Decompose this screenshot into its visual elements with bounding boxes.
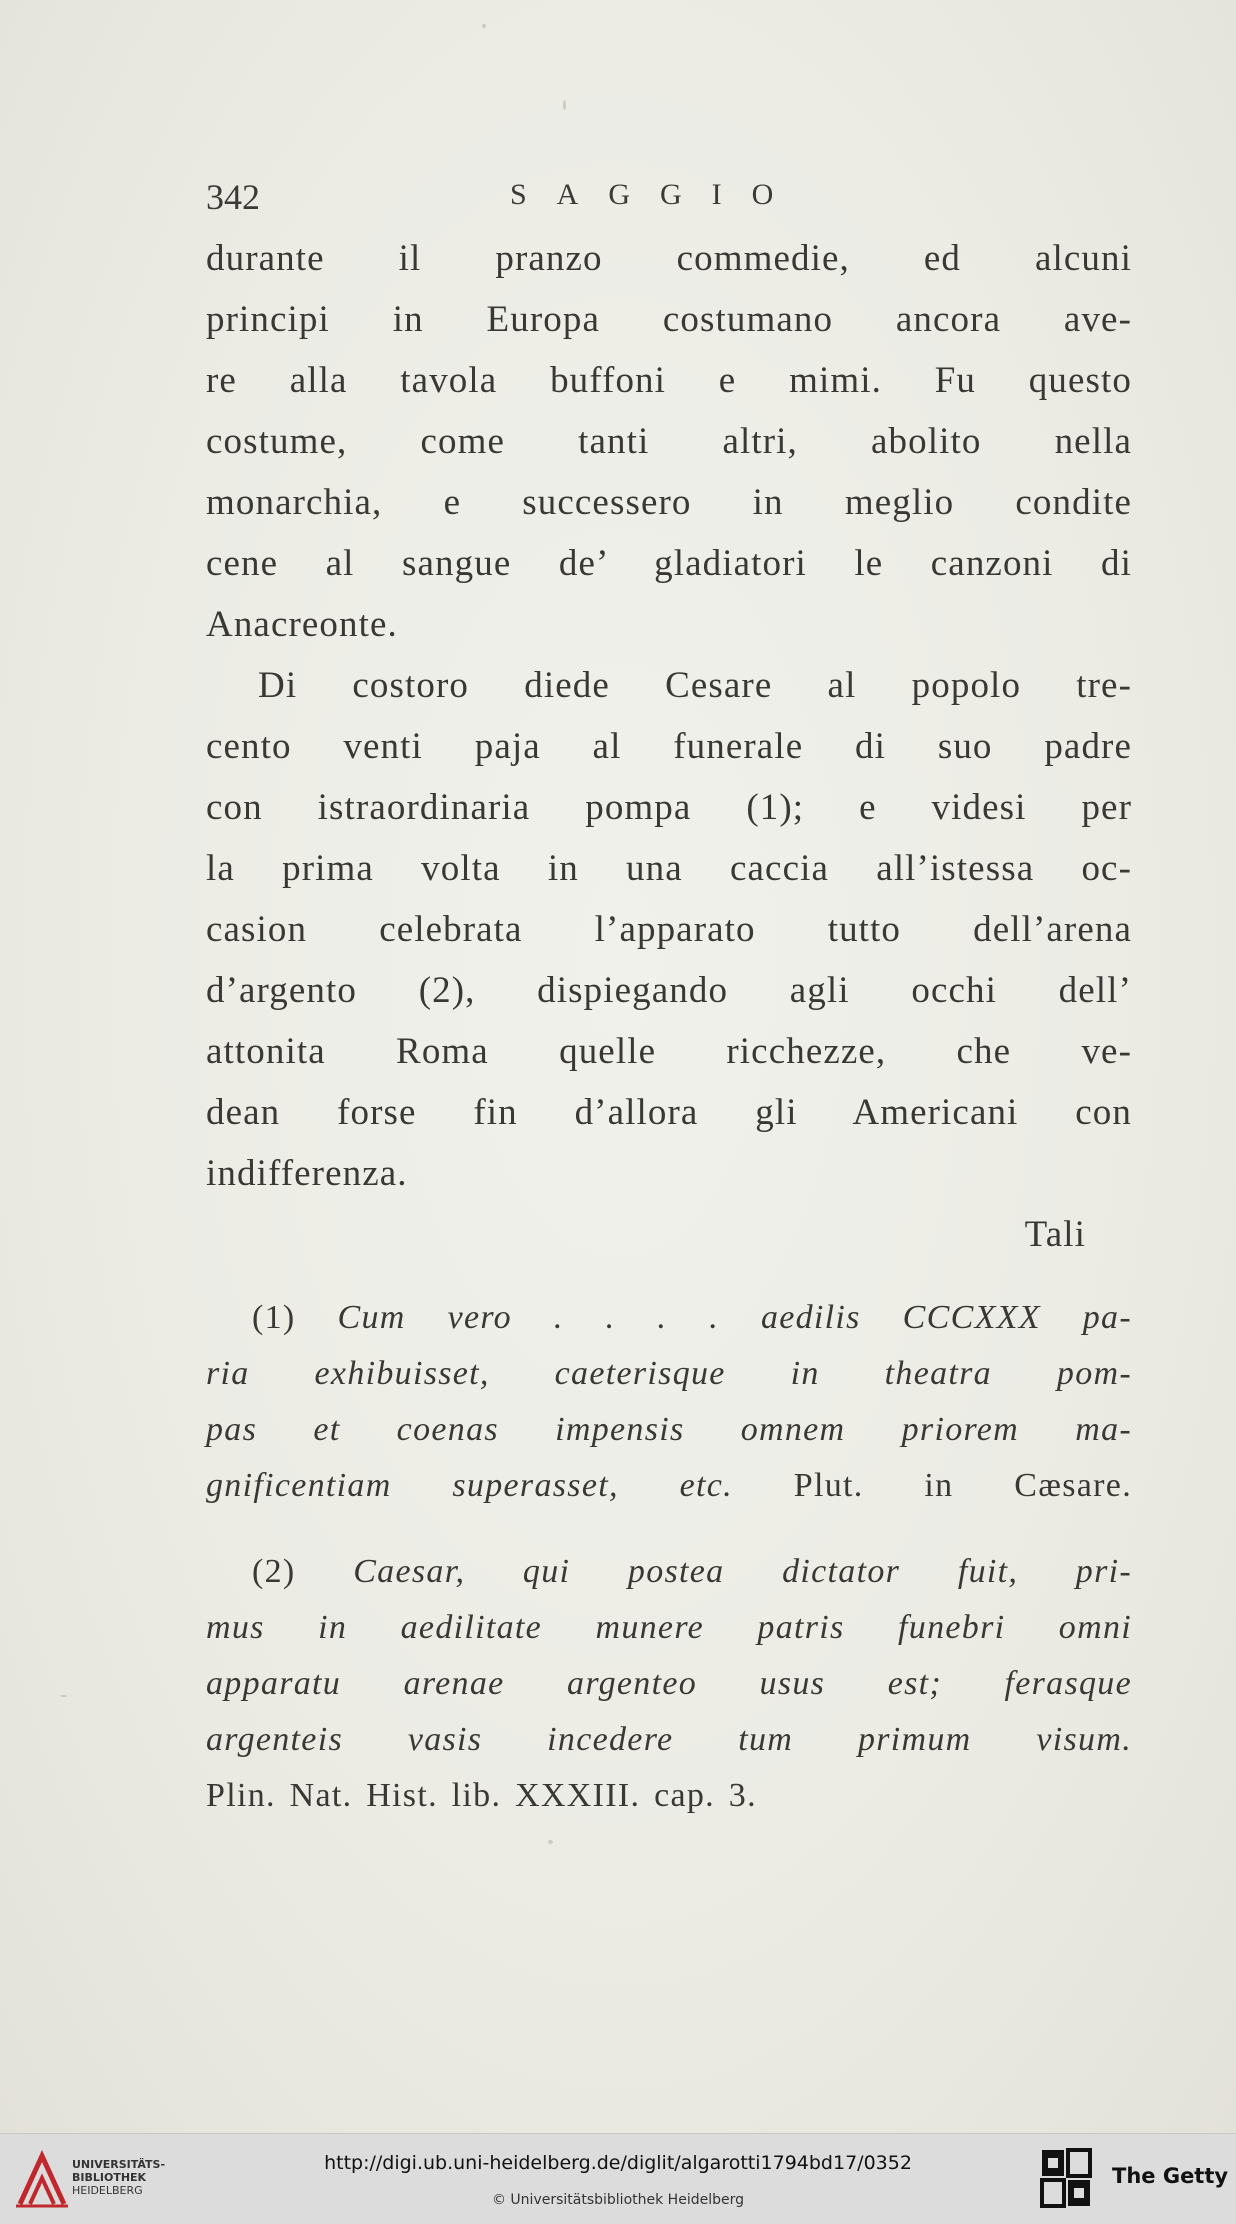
page-number: 342 <box>206 177 260 217</box>
footnote-1-citation: Plut. in Cæsare. <box>793 1467 1132 1504</box>
footnote-2-line: mus in aedilitate munere patris funebri omni <box>206 1609 1132 1646</box>
text-line: con istraordinaria pompa (1); e videsi per <box>206 787 1132 828</box>
text-line: Di costoro diede Cesare al popolo tre- <box>258 665 1132 706</box>
text-line: dean forse fin d’allora gli Americani con <box>206 1092 1132 1133</box>
text-line: attonita Roma quelle ricchezze, che ve- <box>206 1031 1132 1072</box>
library-name-line: UNIVERSITÄTS- <box>72 2158 166 2171</box>
text-line: cene al sangue de’ gladiatori le canzoni di <box>206 543 1132 584</box>
main-text <box>206 228 1132 1265</box>
paper-speck <box>563 100 566 110</box>
permalink-url[interactable]: http://digi.ub.uni-heidelberg.de/diglit/algarotti1794bd17/0352 <box>324 2152 912 2174</box>
text-line: durante il pranzo commedie, ed alcuni <box>206 238 1132 279</box>
footnote-2-citation: Plin. Nat. Hist. lib. XXXIII. cap. 3. <box>206 1777 757 1814</box>
text-line: principi in Europa costumano ancora ave- <box>206 299 1132 340</box>
paper-speck <box>60 1695 67 1697</box>
footnote-2-line: argenteis vasis incedere tum primum visum. <box>206 1721 1132 1758</box>
text-line: costume, come tanti altri, abolito nella <box>206 421 1132 462</box>
text-line: monarchia, e successero in meglio condite <box>206 482 1132 523</box>
footnote-1-text: gnificentiam superasset, etc. <box>206 1467 733 1504</box>
library-name-line: HEIDELBERG <box>72 2184 143 2197</box>
footnote-1-line <box>206 1458 1132 1514</box>
text-line: cento venti paja al funerale di suo padre <box>206 726 1132 767</box>
footnotes <box>206 1290 1132 1824</box>
text-line: casion celebrata l’apparato tutto dell’arena <box>206 909 1132 950</box>
text-line: la prima volta in una caccia all’istessa oc- <box>206 848 1132 889</box>
catchword: Tali <box>1024 1214 1086 1255</box>
running-head <box>206 176 1146 226</box>
running-head-title: SAGGIO <box>510 178 804 211</box>
footnote-1-marker: (1) <box>252 1299 296 1336</box>
library-name-line: BIBLIOTHEK <box>72 2171 147 2184</box>
footnote-1-line <box>206 1290 1132 1346</box>
text-line: d’argento (2), dispiegando agli occhi dell’ <box>206 970 1132 1011</box>
footnote-2-line: apparatu arenae argenteo usus est; ferasque <box>206 1665 1132 1702</box>
footnote-2-marker: (2) <box>252 1553 296 1590</box>
footnote-1-text: Cum vero . . . . aedilis CCCXXX pa- <box>337 1299 1132 1336</box>
footer-bar <box>0 2133 1236 2224</box>
copyright-notice: © Universitätsbibliothek Heidelberg <box>491 2192 744 2208</box>
paper-speck <box>548 1840 553 1844</box>
text-line: indifferenza. <box>206 1153 408 1194</box>
footnote-2-line <box>206 1544 1132 1600</box>
paper-speck <box>482 24 486 28</box>
footnote-2-text: Caesar, qui postea dictator fuit, pri- <box>353 1553 1132 1590</box>
footnote-1-line: pas et coenas impensis omnem priorem ma- <box>206 1411 1132 1448</box>
text-line: re alla tavola buffoni e mimi. Fu questo <box>206 360 1132 401</box>
getty-logo-icon <box>1040 2148 1092 2208</box>
text-line: Anacreonte. <box>206 604 398 645</box>
getty-label: The Getty <box>1112 2164 1229 2188</box>
footnote-1-line: ria exhibuisset, caeterisque in theatra pom- <box>206 1355 1132 1392</box>
